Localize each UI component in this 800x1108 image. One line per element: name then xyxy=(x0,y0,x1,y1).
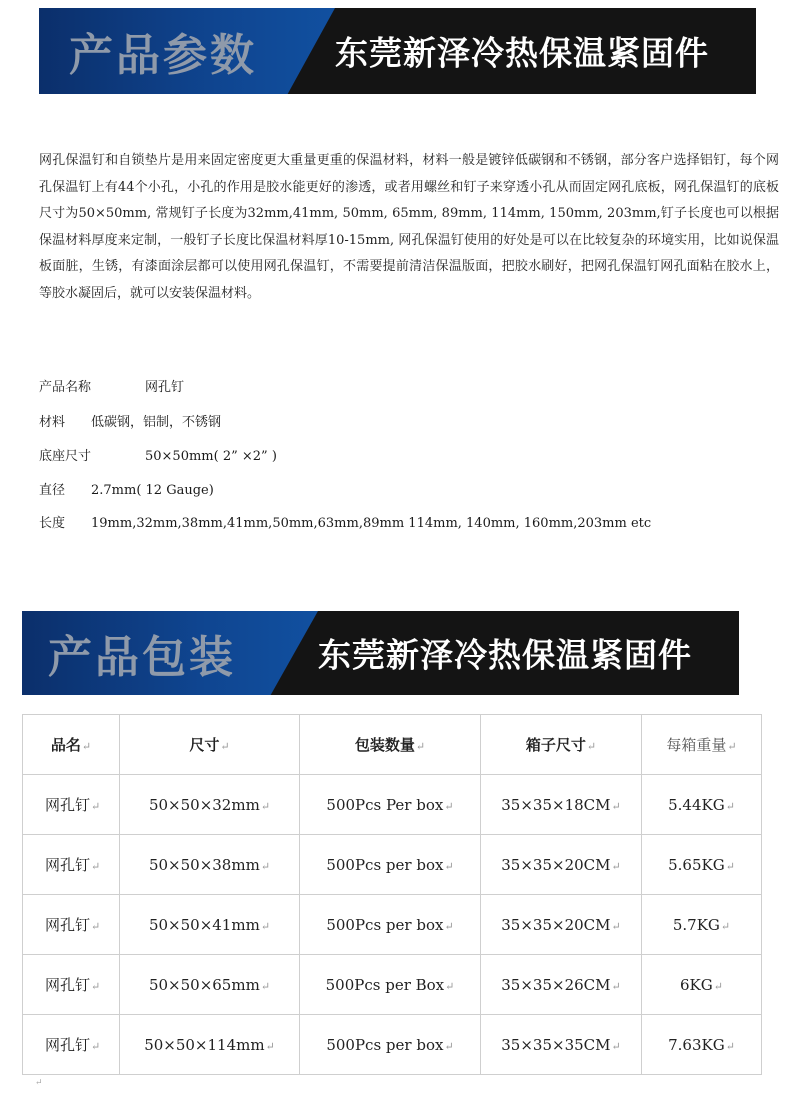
header-label: 每箱重量 xyxy=(666,736,727,754)
return-mark-icon: ↵ xyxy=(91,860,101,873)
header-size xyxy=(120,715,300,775)
cell-text: 网孔钉 xyxy=(45,916,91,934)
return-mark-icon: ↵ xyxy=(91,980,101,993)
cell-text: 5.65KG xyxy=(668,855,725,874)
product-package-banner xyxy=(22,611,739,695)
cell-name xyxy=(23,775,120,835)
product-description: 网孔保温钉和自锁垫片是用来固定密度更大重量更重的保温材料，材料一般是镀锌低碳钢和不锈钢，部分客户选择铝钉，每个网孔保温钉上有44个小孔，小孔的作用是胶水能更好的渗透，或者用螺丝和钉子来穿透小孔从而固定网孔底板，网孔保温钉的底板尺寸为50×50mm, 常规钉子长度为32mm,41mm, 50mm, 65mm, 89mm, 114mm, 150mm, 203mm,钉子长度也可以根据保温材料厚度来定制，一般钉子长度比保温材料厚10-15mm, 网孔保温钉使用的好处是可以在比较复杂的环境实用，比如说保温板面脏，生锈，有漆面涂层都可以使用网孔保温钉，不需要提前清洁保温版面，把胶水刷好，把网孔保温钉网孔面粘在胶水上，等胶水凝固后，就可以安装保温材料。 xyxy=(39,153,779,301)
return-mark-icon: ↵ xyxy=(220,740,230,753)
return-mark-icon: ↵ xyxy=(260,859,271,873)
cell-box-size xyxy=(481,895,642,955)
cell-box-size xyxy=(481,775,642,835)
return-mark-icon: ↵ xyxy=(265,1039,275,1053)
table-row xyxy=(23,955,762,1015)
cell-name xyxy=(23,1015,120,1075)
return-mark-icon: ↵ xyxy=(727,740,737,753)
cell-weight xyxy=(642,895,762,955)
spec-label: 长度 xyxy=(39,516,66,531)
cell-text: 500Pcs per box xyxy=(326,855,444,874)
cell-text: 35×35×20CM xyxy=(501,855,611,874)
cell-text: 500Pcs Per box xyxy=(326,795,444,814)
spec-value: 50×50mm( 2” ×2” ) xyxy=(145,449,277,464)
return-mark-icon: ↵ xyxy=(415,740,426,753)
cell-size xyxy=(120,895,300,955)
return-mark-icon: ↵ xyxy=(445,979,455,993)
spec-value: 19mm,32mm,38mm,41mm,50mm,63mm,89mm 114mm, 140mm, 160mm,203mm etc xyxy=(91,516,652,531)
cell-box-size xyxy=(481,835,642,895)
cell-text: 500Pcs per Box xyxy=(325,975,445,994)
return-mark-icon: ↵ xyxy=(611,979,621,993)
cell-quantity xyxy=(300,1015,481,1075)
cell-text: 5.44KG xyxy=(668,795,725,814)
return-mark-icon: ↵ xyxy=(444,859,454,873)
return-mark-icon: ↵ xyxy=(260,919,271,933)
cell-text: 50×50×65mm xyxy=(148,975,260,994)
spec-label: 产品名称 xyxy=(39,380,92,395)
cell-text: 网孔钉 xyxy=(45,856,91,874)
cell-text: 5.7KG xyxy=(672,915,720,934)
cell-text: 35×35×18CM xyxy=(501,795,611,814)
cell-text: 50×50×114mm xyxy=(144,1035,265,1054)
cell-text: 50×50×38mm xyxy=(148,855,260,874)
cell-text: 50×50×32mm xyxy=(148,795,260,814)
return-mark-icon: ↵ xyxy=(91,920,101,933)
spec-label: 材料 xyxy=(39,415,66,430)
cell-quantity xyxy=(300,955,481,1015)
cell-text: 500Pcs per box xyxy=(326,1035,444,1054)
cell-size xyxy=(120,835,300,895)
return-mark-icon: ↵ xyxy=(81,740,92,753)
section-title-params: 产品参数 xyxy=(69,30,257,81)
cell-weight xyxy=(642,835,762,895)
table-row xyxy=(23,835,762,895)
spec-value: 2.7mm( 12 Gauge) xyxy=(91,483,214,498)
header-quantity xyxy=(300,715,481,775)
section-title-package: 产品包装 xyxy=(48,632,236,683)
cell-size xyxy=(120,1015,300,1075)
cell-size xyxy=(120,955,300,1015)
cell-quantity xyxy=(300,835,481,895)
product-params-banner xyxy=(39,8,756,94)
return-mark-icon: ↵ xyxy=(611,919,621,933)
cell-text: 6KG xyxy=(680,975,713,994)
cell-size xyxy=(120,775,300,835)
table-row xyxy=(23,1015,762,1075)
header-label: 品名 xyxy=(50,736,81,754)
package-table xyxy=(22,714,762,1075)
cell-weight xyxy=(642,775,762,835)
cell-quantity xyxy=(300,775,481,835)
cell-text: 35×35×20CM xyxy=(501,915,611,934)
header-label: 尺寸 xyxy=(189,736,220,754)
cell-text: 35×35×26CM xyxy=(501,975,611,994)
trailing-return-mark-icon: ↵ xyxy=(35,1078,43,1088)
header-label: 包装数量 xyxy=(354,736,415,754)
return-mark-icon: ↵ xyxy=(91,1040,101,1053)
cell-name xyxy=(23,895,120,955)
return-mark-icon: ↵ xyxy=(611,859,621,873)
return-mark-icon: ↵ xyxy=(725,1039,735,1053)
table-row xyxy=(23,895,762,955)
cell-text: 7.63KG xyxy=(668,1035,725,1054)
return-mark-icon: ↵ xyxy=(91,800,101,813)
return-mark-icon: ↵ xyxy=(444,1039,454,1053)
cell-text: 35×35×35CM xyxy=(501,1035,611,1054)
header-label: 箱子尺寸 xyxy=(525,736,586,754)
cell-box-size xyxy=(481,955,642,1015)
cell-text: 500Pcs per box xyxy=(326,915,444,934)
spec-value: 低碳钢，铝制，不锈钢 xyxy=(91,415,222,430)
return-mark-icon: ↵ xyxy=(725,859,735,873)
cell-text: 网孔钉 xyxy=(45,1036,91,1054)
return-mark-icon: ↵ xyxy=(586,740,597,753)
cell-weight xyxy=(642,1015,762,1075)
cell-name xyxy=(23,955,120,1015)
return-mark-icon: ↵ xyxy=(260,979,271,993)
header-name xyxy=(23,715,120,775)
return-mark-icon: ↵ xyxy=(260,799,271,813)
company-name: 东莞新泽冷热保温紧固件 xyxy=(335,33,709,73)
cell-weight xyxy=(642,955,762,1015)
cell-quantity xyxy=(300,895,481,955)
table-header-row xyxy=(23,715,762,775)
return-mark-icon: ↵ xyxy=(725,799,735,813)
header-weight xyxy=(642,715,762,775)
cell-text: 网孔钉 xyxy=(45,796,91,814)
cell-text: 网孔钉 xyxy=(45,976,91,994)
cell-box-size xyxy=(481,1015,642,1075)
return-mark-icon: ↵ xyxy=(444,919,454,933)
table-row xyxy=(23,775,762,835)
return-mark-icon: ↵ xyxy=(611,1039,621,1053)
return-mark-icon: ↵ xyxy=(444,799,454,813)
cell-name xyxy=(23,835,120,895)
spec-label: 直径 xyxy=(39,483,66,498)
company-name: 东莞新泽冷热保温紧固件 xyxy=(318,635,692,675)
header-box-size xyxy=(481,715,642,775)
cell-text: 50×50×41mm xyxy=(148,915,260,934)
return-mark-icon: ↵ xyxy=(720,919,731,933)
spec-label: 底座尺寸 xyxy=(39,449,92,464)
spec-value: 网孔钉 xyxy=(145,380,185,395)
return-mark-icon: ↵ xyxy=(611,799,621,813)
return-mark-icon: ↵ xyxy=(713,979,723,993)
